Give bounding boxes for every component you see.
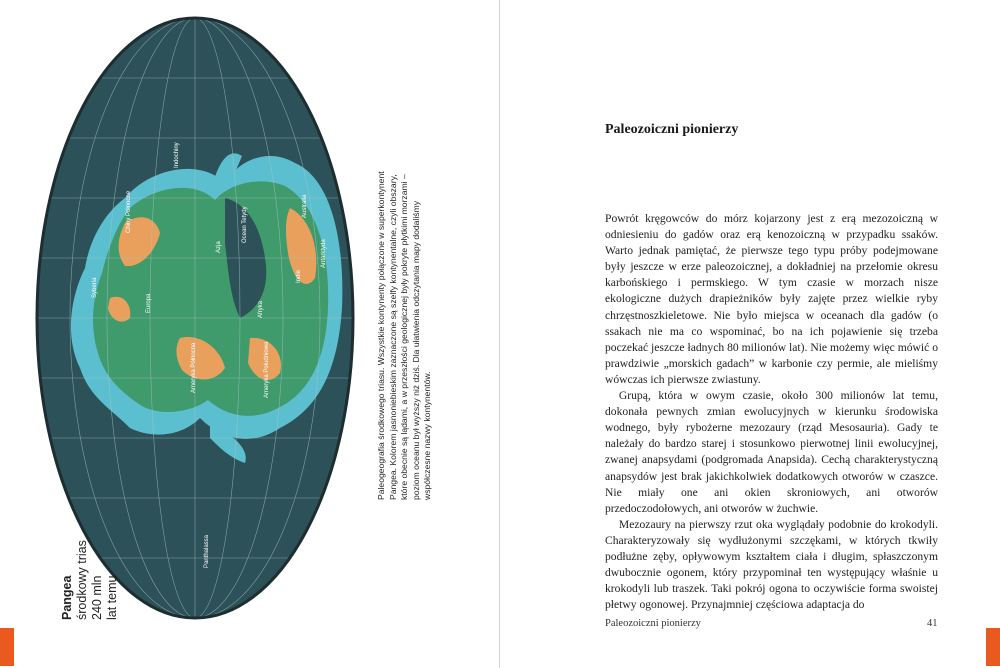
- label-europa: Europa: [146, 293, 152, 313]
- label-ameryka-poludniowa: Ameryka Południowa: [264, 341, 270, 398]
- label-indie: Indie: [296, 269, 302, 283]
- label-azja: Azja: [216, 241, 222, 253]
- label-ocean-tetydy: Ocean Tetydy: [242, 206, 248, 243]
- label-syberia: Syberia: [92, 277, 98, 298]
- label-afryka: Afryka: [258, 300, 264, 318]
- map-subtitle-age: 240 mln: [90, 575, 104, 620]
- label-ameryka-polnocna: Ameryka Północna: [191, 342, 197, 393]
- label-indochiny: Indochiny: [174, 142, 180, 168]
- map-subtitle-ago: lat temu: [105, 575, 119, 620]
- map-title: Pangea: [60, 575, 74, 620]
- page-edge-tab-left: [0, 628, 14, 666]
- map-caption: Paleogeografia środkowego triasu. Wszystkie kontynenty połączone w superkontynent Pangea. Kolorem jasnoniebieskim zaznaczone są szelfy kontynentalne, czyli obszary, które obecnie są lądami, a w przeszłości geologicznej były pokryte płytkimi morzami – poziom oceanu był wyższy niż dziś. Dla ułatwienia odczytania mapy dodaliśmy współczesne nazwy kontynentów.: [376, 171, 433, 500]
- paragraph: Mezozaury na pierwszy rzut oka wyglądały podobnie do krokodyli. Charakteryzowały się wydłużonymi szczękami, w których tkwiły podłużne zęby, opływowym kształtem ciała i długim, spłaszczonym dwubocznie ogonem, który przypominał ten występujący właśnie u krokodyli lub traszek. Taki pokrój ogona to oczywiście forma swoistej płetwy ogonowej. Przynajmniej częściowa adaptacja do: [605, 517, 938, 612]
- label-australia: Australia: [302, 194, 308, 218]
- map-subtitle-period: środkowy trias: [75, 540, 89, 620]
- map-title-block: [60, 480, 120, 620]
- page-number: 41: [927, 618, 938, 629]
- body-text: [605, 211, 938, 613]
- paragraph: Grupą, która w owym czasie, około 300 milionów lat temu, dokonała pewnych zmian ewolucyjnych w kierunku środowiska wodnego, były rybożerne mezozaury (rząd Mesosauria). Gady te należały do bardzo starej i stosunkowo pierwotnej linii ewolucyjnej, zwanej anapsydami (podgromada Anapsida). Cechą charakterystyczną anapsydów jest brak jakichkolwiek dodatkowych otworów w czaszce. Nie miały one ani okien skroniowych, ani otworów przedoczodołowych, ani otworów w żuchwie.: [605, 389, 938, 515]
- chapter-title: Paleozoiczni pionierzy: [605, 122, 739, 137]
- paragraph: Powrót kręgowców do mórz kojarzony jest z erą mezozoiczną w odniesieniu do gadów oraz erą kenozoiczną w przypadku ssaków. Warto jednak pamiętać, że pierwsze tego typu próby podejmowane były jeszcze w erze paleozoicznej, a dokładniej na przełomie okresu karbońskiego i permskiego. W tym czasie w morzach nisze ekologiczne dużych drapieżników były zajęte przez wielkie ryby chrzęstnoszkieletowe. Nie było miejsca w oceanach dla gadów (o ssakach nie ma co wspominać, bo na ich pojawienie się trzeba poczekać jeszcze ładnych 80 milionów lat). Nie możemy więc mówić o prawdziwie „morskich gadach” w karbonie czy permie, ale mieliśmy wówczas ich pierwsze zwiastuny.: [605, 212, 938, 386]
- page-edge-tab-right: [986, 628, 1000, 666]
- label-panthalassa: Panthalassa: [204, 534, 210, 568]
- label-chiny-polnocne: Chiny Północne: [126, 190, 132, 233]
- label-antarktyda: Antarktyda: [321, 239, 327, 268]
- running-footer: Paleozoiczni pionierzy: [605, 618, 701, 629]
